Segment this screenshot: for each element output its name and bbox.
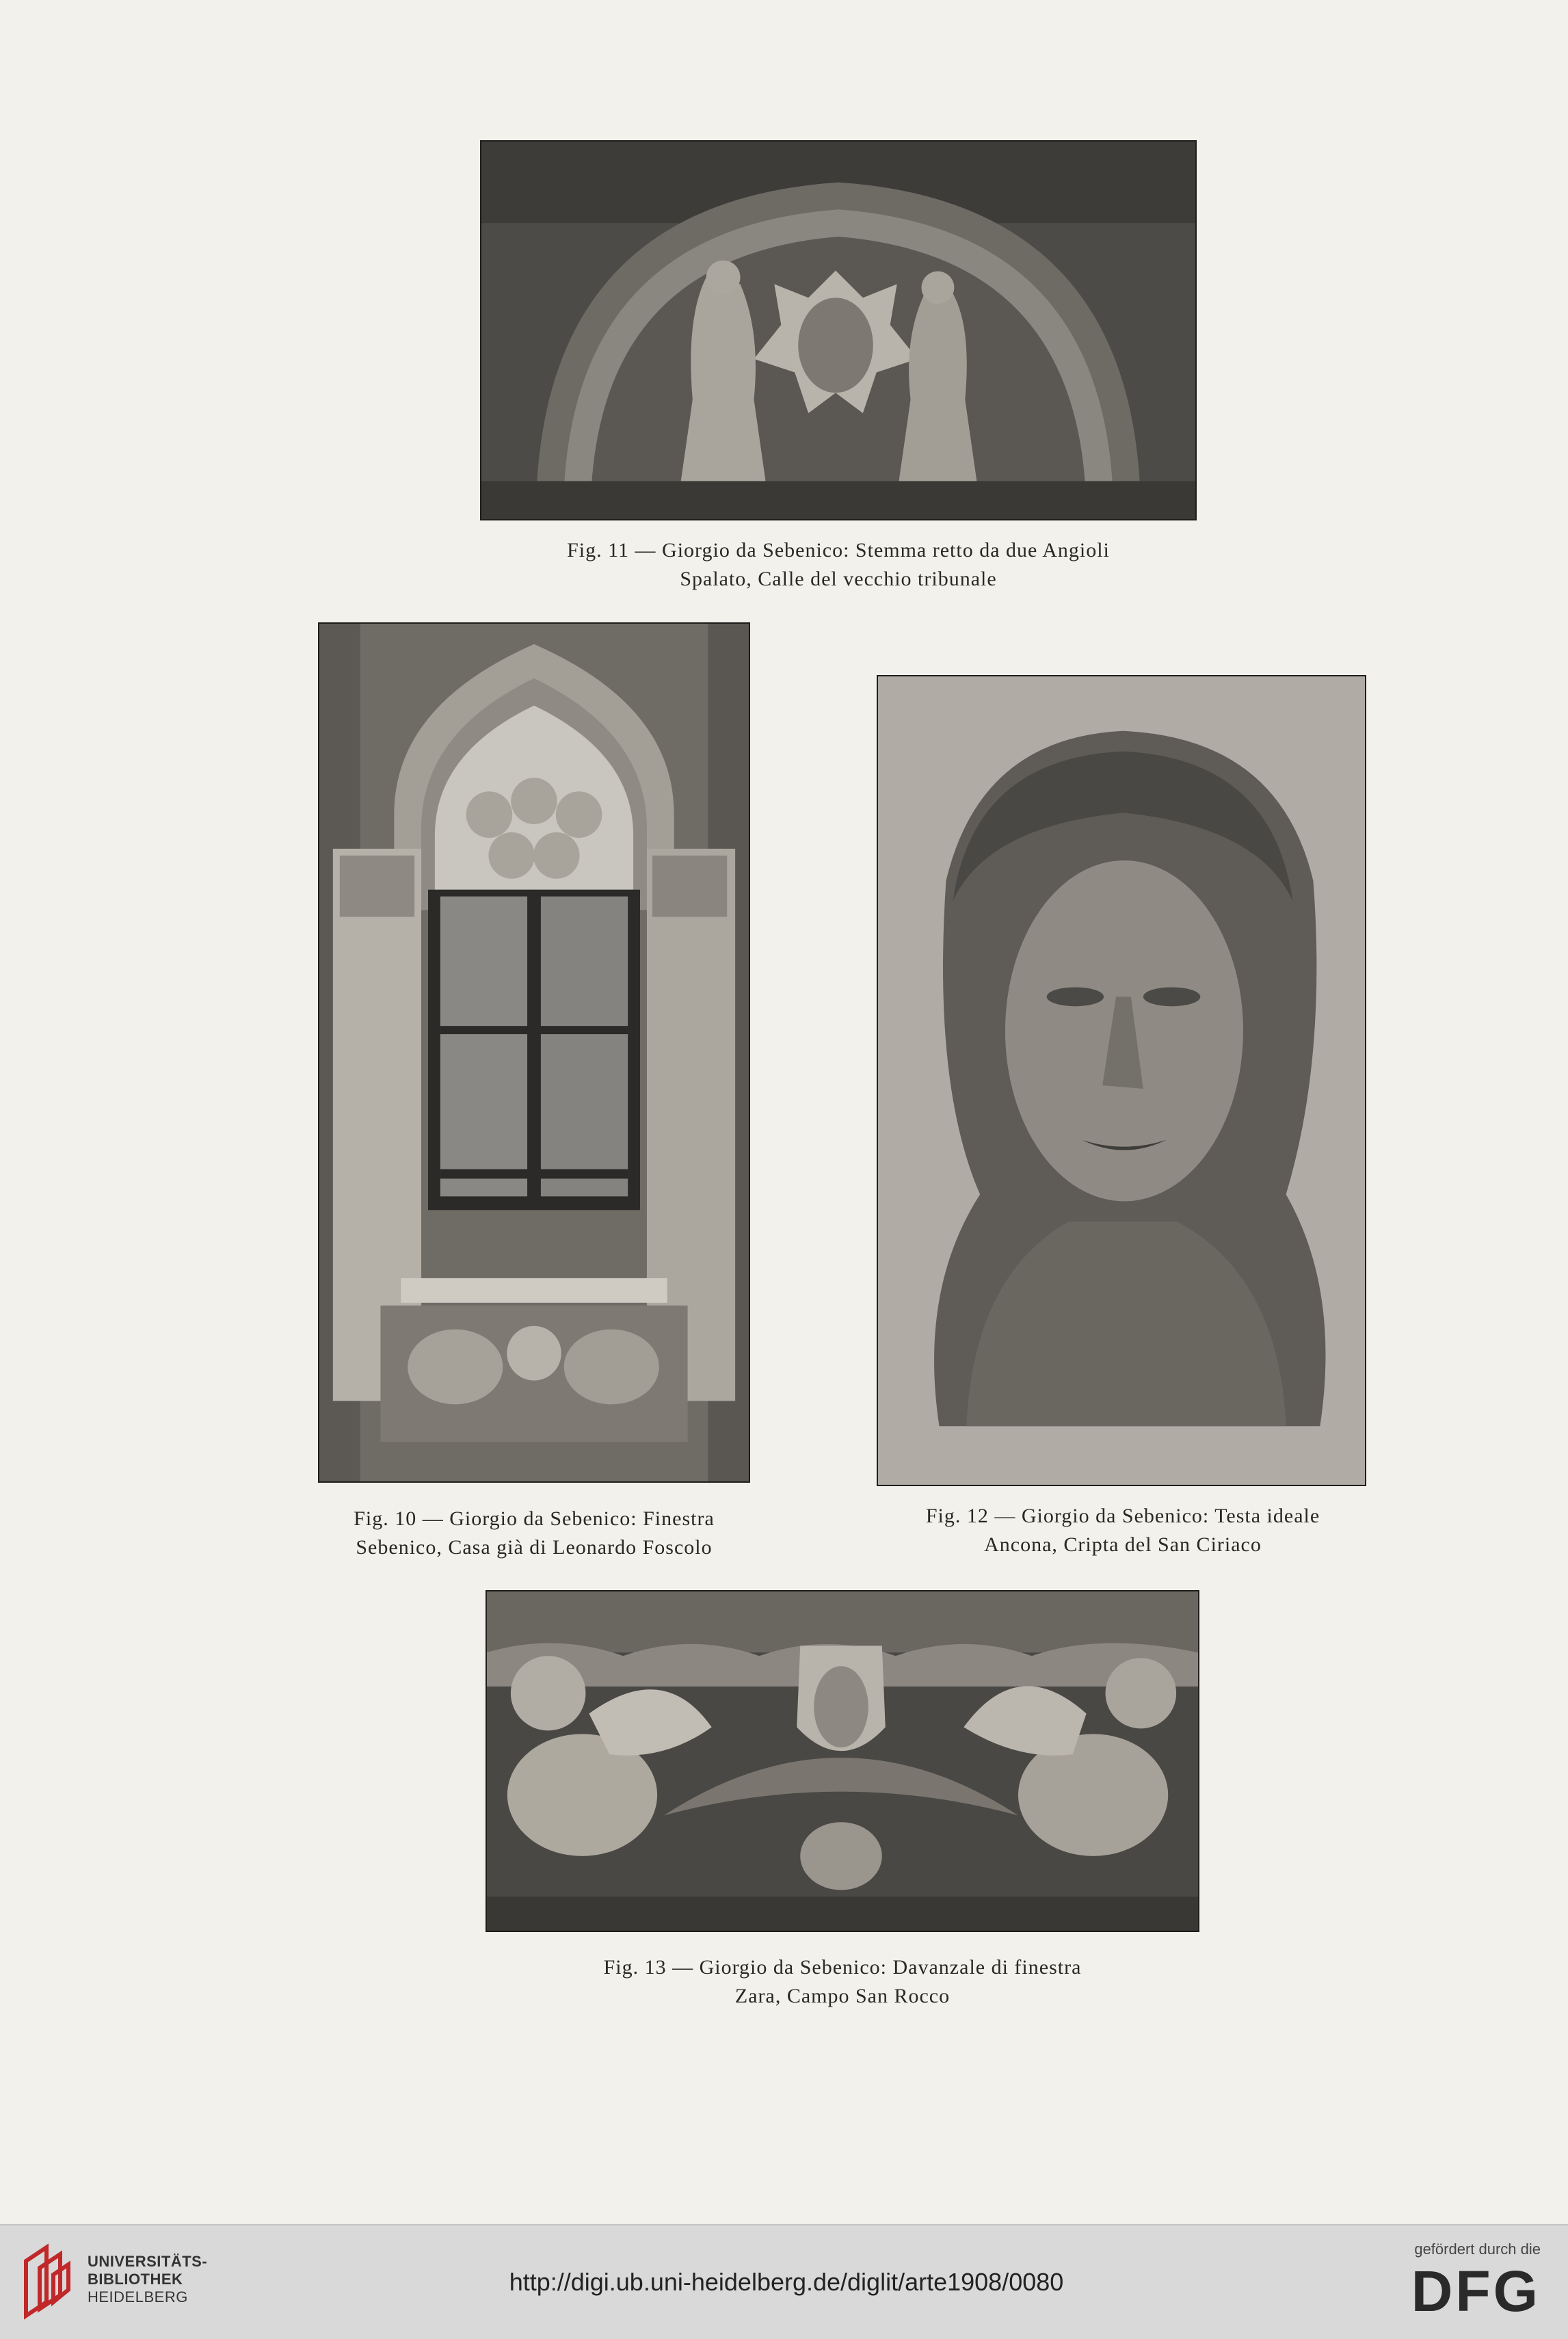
funder-block	[1411, 2241, 1541, 2324]
figure-12-photo	[877, 675, 1366, 1486]
permalink-url[interactable]: http://digi.ub.uni-heidelberg.de/diglit/arte1908/0080	[509, 2268, 1064, 2296]
figure-11-caption-location: Spalato, Calle del vecchio tribunale	[680, 568, 997, 590]
library-name	[88, 2253, 207, 2306]
figure-10-photo	[318, 622, 750, 1483]
funded-by-label: gefördert durch die	[1414, 2241, 1541, 2258]
library-name-line2: BIBLIOTHEK	[88, 2271, 183, 2288]
figure-13-caption	[486, 1953, 1199, 2011]
figure-10-caption-location: Sebenico, Casa già di Leonardo Foscolo	[356, 1536, 713, 1559]
figure-13-caption-location: Zara, Campo San Rocco	[734, 1985, 951, 2007]
figure-13-caption-title: Fig. 13 — Giorgio da Sebenico: Davanzale di finestra	[603, 1956, 1082, 1979]
library-logo-icon	[19, 2241, 74, 2323]
figure-12-caption-title: Fig. 12 — Giorgio da Sebenico: Testa ideale	[925, 1505, 1320, 1527]
dfg-logo: DFG	[1411, 2259, 1541, 2323]
figure-10-caption-title: Fig. 10 — Giorgio da Sebenico: Finestra	[354, 1507, 715, 1530]
figure-12-caption	[863, 1502, 1383, 1559]
figure-13-photo	[486, 1590, 1199, 1932]
figure-11-caption	[480, 536, 1197, 594]
figure-10-caption	[304, 1505, 764, 1562]
figure-12-caption-location: Ancona, Cripta del San Ciriaco	[984, 1533, 1262, 1556]
digitization-footer	[0, 2224, 1568, 2339]
figure-11-photo	[480, 140, 1197, 520]
library-name-line1: UNIVERSITÄTS-	[88, 2253, 208, 2270]
library-name-line3: HEIDELBERG	[88, 2288, 188, 2305]
figure-11-caption-title: Fig. 11 — Giorgio da Sebenico: Stemma retto da due Angioli	[567, 539, 1110, 561]
